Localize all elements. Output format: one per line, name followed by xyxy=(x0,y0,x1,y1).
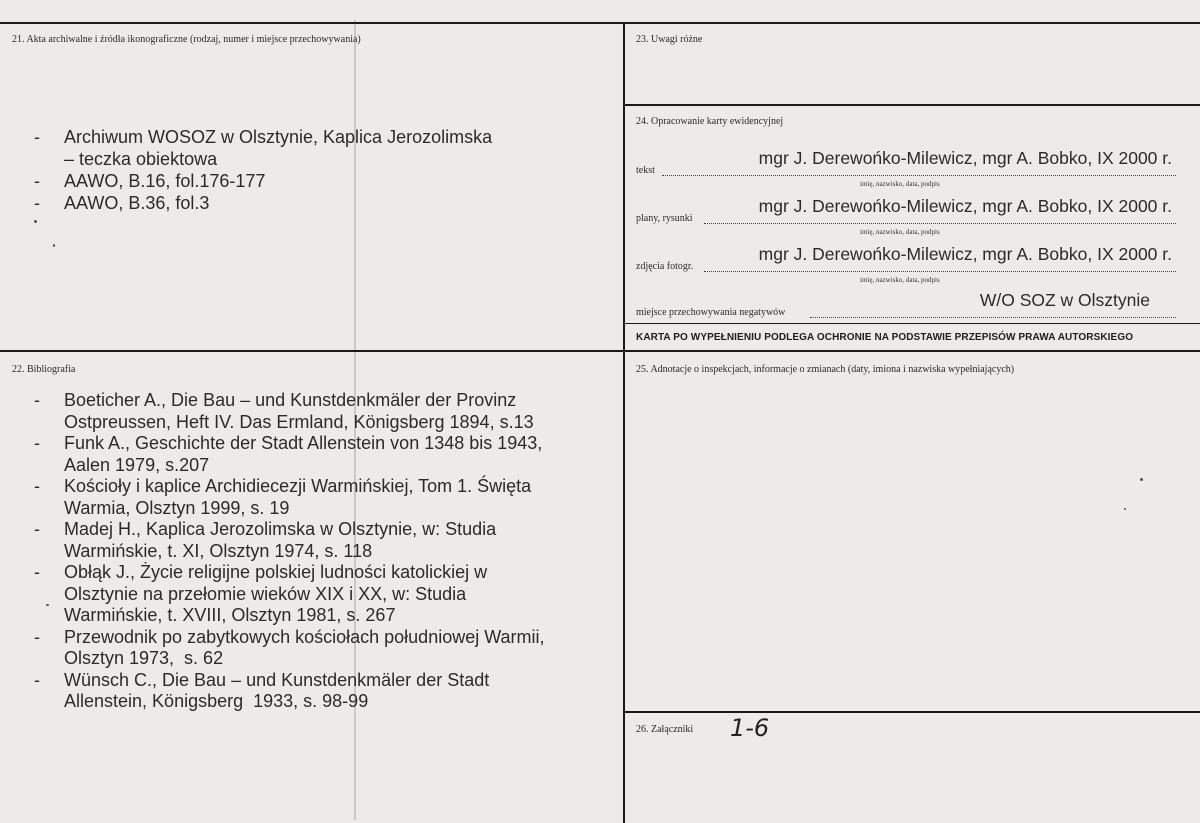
list-item-line: Warmia, Olsztyn 1999, s. 19 xyxy=(64,497,290,518)
list-item xyxy=(34,170,594,192)
list-item-line: – teczka obiektowa xyxy=(64,149,218,169)
list-item-line: Obłąk J., Życie religijne polskiej ludności katolickiej w xyxy=(64,562,488,582)
list-item-line: Olsztynie na przełomie wieków XIX i XX, w: Studia xyxy=(64,583,467,604)
list-item-line: AAWO, B.36, fol.3 xyxy=(64,193,210,213)
row-label: miejsce przechowywania negatywów xyxy=(636,307,786,318)
row-hint: imię, nazwisko, data, podpis xyxy=(860,180,940,188)
list-dash: - xyxy=(34,519,40,539)
center-divider xyxy=(623,22,625,823)
bibliography-section-label: 22. Bibliografia xyxy=(12,364,76,375)
row-value: W/O SOZ w Olsztynie xyxy=(979,290,1150,310)
list-item xyxy=(34,390,594,433)
list-item xyxy=(34,670,594,713)
preparation-row-plans xyxy=(636,196,1176,236)
list-dash: - xyxy=(34,669,40,690)
dotted-line xyxy=(704,223,1176,224)
list-dash: - xyxy=(34,433,40,453)
list-item-line: AAWO, B.16, fol.176-177 xyxy=(64,171,266,191)
copyright-notice: KARTA PO WYPEŁNIENIU PODLEGA OCHRONIE NA PODSTAWIE PRZEPISÓW PRAWA AUTORSKIEGO xyxy=(636,332,1134,343)
card-preparation-section-label: 24. Opracowanie karty ewidencyjnej xyxy=(636,116,784,127)
list-item xyxy=(34,433,594,476)
list-item-line: Allenstein, Königsberg 1933, s. 98-99 xyxy=(64,691,369,711)
dotted-line xyxy=(810,317,1176,318)
attachments-handwritten-value: 1-6 xyxy=(730,714,770,742)
list-item-line: Olsztyn 1973, s. 62 xyxy=(64,648,224,668)
list-item xyxy=(34,627,594,670)
list-dash: - xyxy=(34,193,40,213)
list-item-line: Kościoły i kaplice Archidiecezji Warmińskiej, Tom 1. Święta xyxy=(64,476,532,496)
middle-divider xyxy=(0,350,1200,352)
row-label: zdjęcia fotogr. xyxy=(636,261,694,272)
list-item xyxy=(34,562,594,627)
preparation-row-photos xyxy=(636,244,1176,284)
list-item xyxy=(34,476,594,519)
row-value: mgr J. Derewońko-Milewicz, mgr A. Bobko, IX 2000 r. xyxy=(758,244,1172,264)
row-hint: imię, nazwisko, data, podpis xyxy=(860,276,940,284)
list-dash: - xyxy=(34,476,40,496)
dotted-line xyxy=(704,271,1176,272)
list-item-line: Przewodnik po zabytkowych kościołach południowej Warmii, xyxy=(64,626,545,647)
annotations-section-label: 25. Adnotacje o inspekcjach, informacje o zmianach (daty, imiona i nazwiska wypełniających) xyxy=(636,364,1015,375)
row-value: mgr J. Derewońko-Milewicz, mgr A. Bobko, IX 2000 r. xyxy=(758,148,1172,168)
list-dash: - xyxy=(34,562,40,582)
scan-speck xyxy=(34,220,37,223)
attachments-top-border xyxy=(625,711,1200,713)
list-dash: - xyxy=(34,127,40,147)
list-item-line: Aalen 1979, s.207 xyxy=(64,454,210,475)
list-dash: - xyxy=(34,390,40,410)
attachments-section-label: 26. Załączniki xyxy=(636,724,694,735)
remarks-bottom-border xyxy=(625,104,1200,106)
row-label: tekst xyxy=(636,165,655,176)
scan-speck xyxy=(1140,478,1143,481)
bibliography-list xyxy=(34,390,594,713)
row-label: plany, rysunki xyxy=(636,213,693,224)
scan-speck xyxy=(53,244,55,247)
list-item-line: Boeticher A., Die Bau – und Kunstdenkmäler der Provinz xyxy=(64,390,517,410)
archives-list xyxy=(34,126,594,214)
list-item-line: Madej H., Kaplica Jerozolimska w Olsztynie, w: Studia xyxy=(64,519,497,539)
list-item-line: Ostpreussen, Heft IV. Das Ermland, Königsberg 1894, s.13 xyxy=(64,411,534,432)
list-item xyxy=(34,126,594,170)
scan-speck xyxy=(1124,508,1126,510)
preparation-row-negatives xyxy=(636,290,1176,330)
list-item xyxy=(34,519,594,562)
archives-section-label: 21. Akta archiwalne i źródła ikonograficzne (rodzaj, numer i miejsce przechowywania) xyxy=(12,34,361,45)
row-value: mgr J. Derewońko-Milewicz, mgr A. Bobko, IX 2000 r. xyxy=(758,196,1172,216)
dotted-line xyxy=(662,175,1176,176)
list-item-line: Archiwum WOSOZ w Olsztynie, Kaplica Jerozolimska xyxy=(64,127,493,147)
top-border xyxy=(0,22,1200,24)
list-item-line: Funk A., Geschichte der Stadt Allenstein von 1348 bis 1943, xyxy=(64,433,543,453)
list-item xyxy=(34,192,594,214)
preparation-row-text xyxy=(636,148,1176,188)
remarks-section-label: 23. Uwagi różne xyxy=(636,34,703,45)
row-hint: imię, nazwisko, data, podpis xyxy=(860,228,940,236)
list-item-line: Warmińskie, t. XVIII, Olsztyn 1981, s. 267 xyxy=(64,605,396,625)
list-dash: - xyxy=(34,626,40,647)
list-item-line: Warmińskie, t. XI, Olsztyn 1974, s. 118 xyxy=(64,540,373,561)
list-item-line: Wünsch C., Die Bau – und Kunstdenkmäler der Stadt xyxy=(64,669,490,690)
scan-speck xyxy=(46,604,49,606)
list-dash: - xyxy=(34,171,40,191)
